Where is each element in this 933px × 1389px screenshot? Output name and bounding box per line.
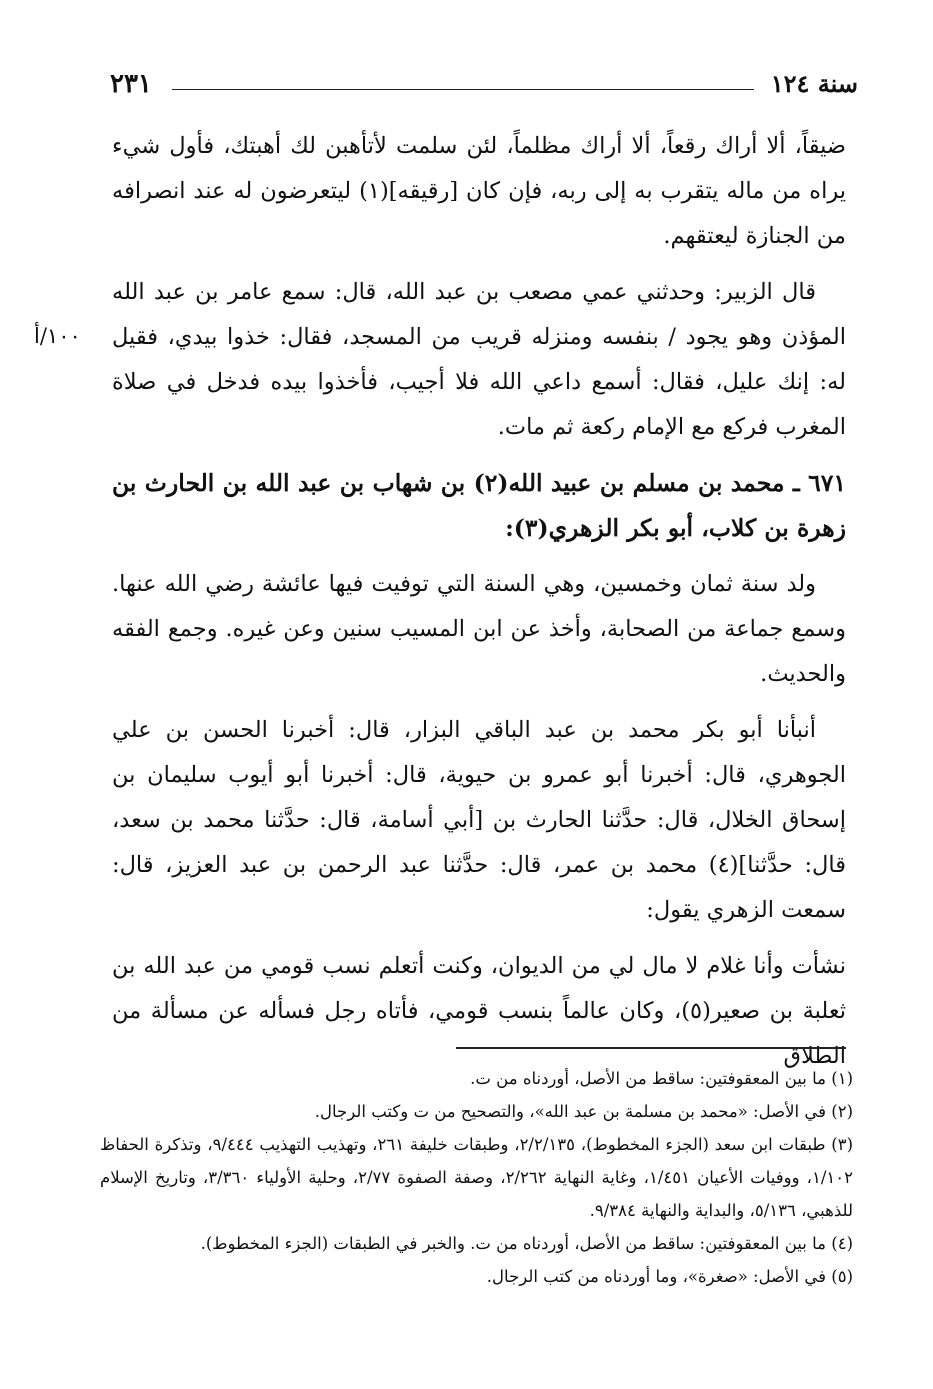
footnotes xyxy=(100,1062,853,1293)
footnote-3: (٣) طبقات ابن سعد (الجزء المخطوط)، ٢/٢/١٣٥، وطبقات خليفة ٢٦١، وتهذيب التهذيب ٩/٤٤٤، وتذكرة الحفاظ ١/١٠٢، ووفيات الأعيان ١/٤٥١، وغاية النهاية ٢/٢٦٢، وصفة الصفوة ٢/٧٧، وحلية الأولياء ٣/٣٦٠، وتاريخ الإسلام للذهبي، ٥/١٣٦، والبداية والنهاية ٩/٣٨٤. xyxy=(100,1135,853,1220)
paragraph-5: نشأت وأنا غلام لا مال لي من الديوان، وكنت أتعلم نسب قومي من عبد الله بن ثعلبة بن صعير(٥)، وكان عالماً بنسب قومي، فأتاه رجل فسأله عن مسألة من الطلاق xyxy=(112,953,846,1069)
footnote-1: (١) ما بين المعقوفتين: ساقط من الأصل، أوردناه من ت. xyxy=(470,1069,853,1088)
running-title: سنة ١٢٤ xyxy=(770,69,858,98)
footnote-separator xyxy=(456,1047,846,1049)
header-rule xyxy=(172,89,754,90)
paragraph-2: قال الزبير: وحدثني عمي مصعب بن عبد الله، قال: سمع عامر بن عبد الله المؤذن وهو يجود / بنفسه ومنزله قريب من المسجد، فقال: خذوا بيدي، فقيل له: إنك عليل، فقال: أسمع داعي الله فلا أجيب، فأخذوا بيده فدخل في صلاة المغرب فركع مع الإمام ركعة ثم مات. xyxy=(112,279,846,440)
paragraph-4: أنبأنا أبو بكر محمد بن عبد الباقي البزار، قال: أخبرنا الحسن بن علي الجوهري، قال: أخبرنا أبو عمرو بن حيوية، قال: أخبرنا أبو أيوب سليمان بن إسحاق الخلال، قال: حدَّثنا الحارث بن [أبي أسامة، قال: حدَّثنا محمد بن سعد، قال: حدَّثنا](٤) محمد بن عمر، قال: حدَّثنا عبد الرحمن بن عبد العزيز، قال: سمعت الزهري يقول: xyxy=(112,717,847,923)
main-text xyxy=(112,124,846,1090)
page-number: ٢٣١ xyxy=(110,69,152,99)
paragraph-1: ضيقاً، ألا أراك رقعاً، ألا أراك مظلماً، لئن سلمت لأتأهبن لك أهبتك، فأول شيء يراه من ماله يتقرب به إلى ربه، فإن كان [رقيقه](١) ليتعرضون له عند انصرافه من الجنازة ليعتقهم. xyxy=(112,133,846,249)
paragraph-3: ولد سنة ثمان وخمسين، وهي السنة التي توفيت فيها عائشة رضي الله عنها. وسمع جماعة من الصحابة، وأخذ عن ابن المسيب سنين وعن غيره. وجمع الفقه والحديث. xyxy=(112,571,846,687)
footnote-5: (٥) في الأصل: «صغرة»، وما أوردناه من كتب الرجال. xyxy=(486,1267,853,1286)
footnote-4: (٤) ما بين المعقوفتين: ساقط من الأصل، أوردناه من ت. والخبر في الطبقات (الجزء المخطوط). xyxy=(200,1234,853,1253)
margin-folio-note: ١٠٠/أ xyxy=(34,324,81,348)
page-header xyxy=(110,64,858,104)
biography-heading: ٦٧١ ـ محمد بن مسلم بن عبيد الله(٢) بن شهاب بن عبد الله بن الحارث بن زهرة بن كلاب، أبو بكر الزهري(٣): xyxy=(112,469,846,542)
footnote-2: (٢) في الأصل: «محمد بن مسلمة بن عبد الله»، والتصحيح من ت وكتب الرجال. xyxy=(314,1102,853,1121)
